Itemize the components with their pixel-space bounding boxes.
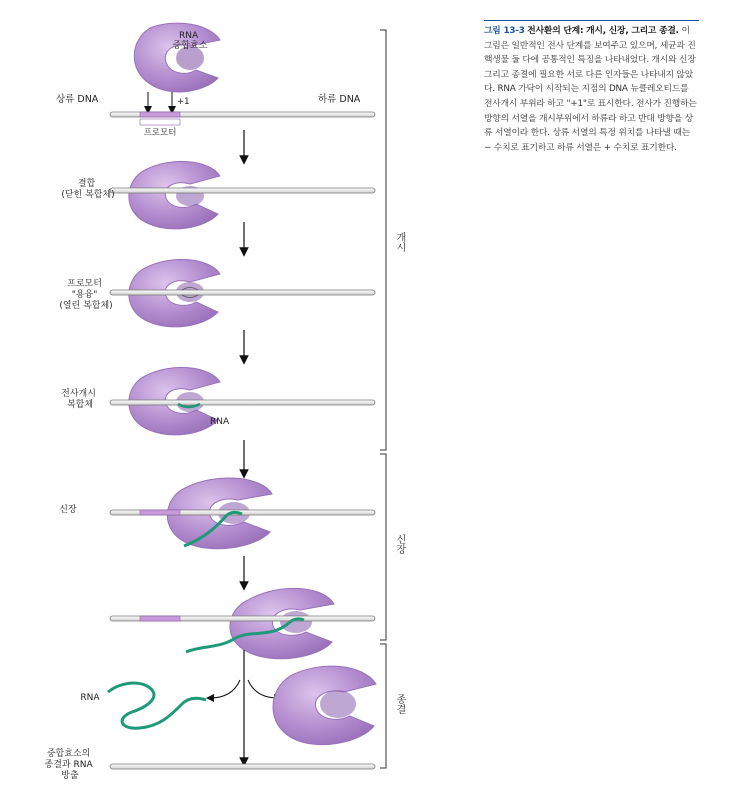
binding-line1: 결합	[77, 179, 96, 189]
promoter-region-elongation	[140, 510, 180, 515]
dna-row-3	[110, 290, 375, 295]
released-polymerase	[273, 666, 376, 745]
rna-label-initiation: RNA	[210, 417, 230, 427]
step-label-release	[45, 747, 96, 781]
bracket-initiation	[380, 30, 386, 450]
dna-row-2	[110, 188, 375, 193]
phase-label-termination: 종결	[394, 694, 405, 714]
bracket-termination	[380, 644, 386, 768]
plus-one-label: +1	[177, 97, 190, 107]
caption-figure-number: 그림 13-3	[484, 26, 525, 36]
dna-row-1	[110, 112, 375, 117]
upstream-dna-label: 상류 DNA	[56, 94, 99, 105]
melting-line3: (열린 복합체)	[59, 301, 113, 311]
initiation-line2: 복합체	[66, 400, 94, 410]
late-elongation-complex	[230, 588, 334, 658]
figure-caption	[484, 20, 699, 155]
melting-line1: 프로모터	[67, 279, 102, 289]
promoter-region	[140, 112, 180, 117]
step-label-binding	[61, 177, 114, 200]
bracket-elongation	[380, 454, 386, 640]
free-polymerase	[134, 23, 220, 92]
downstream-dna-label: 하류 DNA	[318, 94, 361, 105]
initiation-line1: 전사개시	[61, 389, 96, 399]
release-line3: 방출	[61, 771, 79, 781]
release-line2: 종결과 RNA	[44, 760, 93, 770]
caption-rule	[484, 20, 699, 21]
polymerase-label-line2: 중합효소	[172, 41, 208, 51]
released-rna	[108, 683, 206, 728]
phase-label-elongation: 신장	[394, 534, 405, 554]
caption-title: 전사환의 단계: 개시, 신장, 그리고 종결.	[527, 26, 679, 36]
binding-line2: (닫힌 복합체)	[61, 190, 115, 200]
release-line1: 중합효소의	[46, 749, 91, 759]
promoter-bracket	[140, 119, 180, 125]
melting-line2: "용융"	[71, 290, 98, 300]
polymerase-label-line1: RNA	[178, 31, 199, 41]
dna-row-4	[110, 400, 375, 405]
dna-row-7	[110, 764, 375, 769]
rna-label-release: RNA	[80, 693, 100, 703]
step-label-elongation: 신장	[59, 505, 77, 515]
caption-body: 이 그림은 일반적인 전사 단계를 보여주고 있으며, 세균과 진핵생물 둘 다에 공통적인 특징을 나타내었다. 개시와 신장 그리고 종결에 필요한 서로 다른 인자들은 나타내지 않았다. RNA 가닥이 시작되는 지점의 DNA 뉴클레오티드를 전사개시 부위라 하고 "+1"로 표시한다. 전사가 진행하는 방향의 서열을 개시부위에서 하류라 하고 반대 방향을 상류 서열이라 한다. 상류 서열의 특정 위치를 나타낼 때는 − 수치로 표기하고 하류 서열은 + 수치로 표기한다.	[484, 26, 697, 153]
polymerase-release-arrow	[248, 680, 278, 698]
closed-complex	[129, 161, 220, 228]
phase-label-initiation: 개시	[394, 232, 405, 252]
promoter-label: 프로모터	[143, 128, 177, 138]
promoter-region-late	[140, 616, 180, 621]
rna-release-arrow	[210, 680, 240, 698]
step-label-melting	[59, 277, 112, 311]
step-label-initiation	[61, 387, 99, 410]
